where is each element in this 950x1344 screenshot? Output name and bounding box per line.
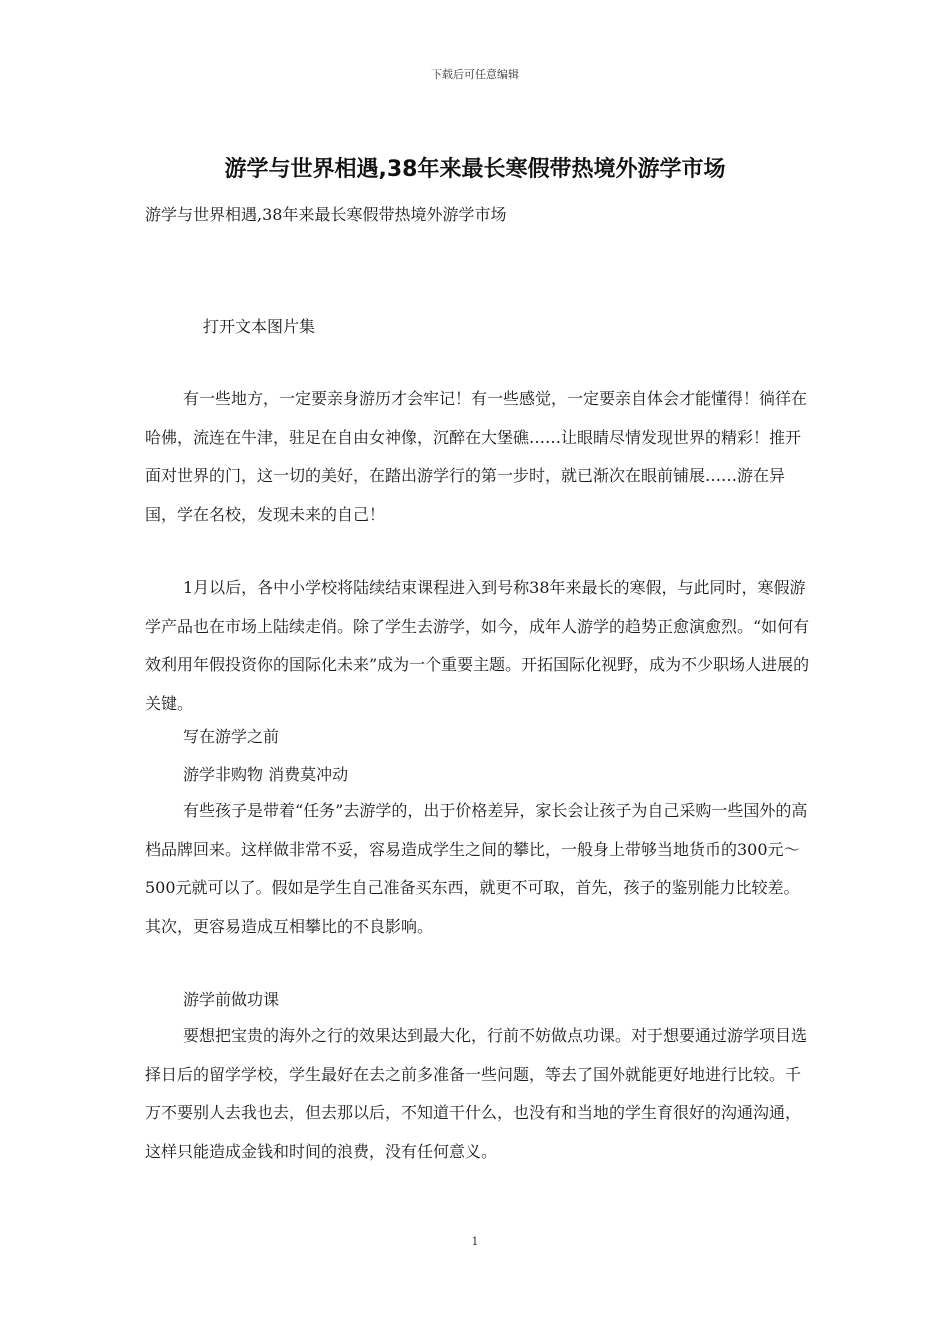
- paragraph-shopping: 有些孩子是带着“任务”去游学的，出于价格差异，家长会让孩子为自己采购一些国外的高档品牌回来。这样做非常不妥，容易造成学生之间的攀比，一般身上带够当地货币的300元～500元就可以了。假如是学生自己准备买东西，就更不可取，首先，孩子的鉴别能力比较差。其次，更容易造成互相攀比的不良影响。: [145, 801, 808, 936]
- paragraph-winter-break: 1月以后，各中小学校将陆续结束课程进入到号称38年来最长的寒假，与此同时，寒假游学产品也在市场上陆续走俏。除了学生去游学，如今，成年人游学的趋势正愈演愈烈。“如何有效利用年假投资你的国际化未来”成为一个重要主题。开拓国际化视野，成为不少职场人进展的关键。: [145, 578, 810, 713]
- document-subtitle: 游学与世界相遇,38年来最长寒假带热境外游学市场: [145, 205, 507, 224]
- section-heading-before-study: 写在游学之前: [183, 727, 280, 746]
- section-heading-homework: 游学前做功课: [183, 990, 280, 1009]
- section-heading-no-shopping: 游学非购物 消费莫冲动: [183, 765, 349, 784]
- page-header: 下载后可任意编辑: [431, 68, 519, 81]
- image-gallery-link[interactable]: 打开文本图片集: [203, 317, 316, 336]
- document-title: 游学与世界相遇,38年来最长寒假带热境外游学市场: [224, 157, 726, 182]
- paragraph-intro: 有一些地方，一定要亲身游历才会牢记！有一些感觉，一定要亲自体会才能懂得！徜徉在哈佛，流连在牛津，驻足在自由女神像，沉醉在大堡礁……让眼睛尽情发现世界的精彩！推开面对世界的门，这一切的美好，在踏出游学行的第一步时，就已渐次在眼前铺展……游在异国，学在名校，发现未来的自己！: [145, 389, 808, 524]
- page-number: 1: [471, 1235, 479, 1248]
- paragraph-homework: 要想把宝贵的海外之行的效果达到最大化，行前不妨做点功课。对于想要通过游学项目选择日后的留学学校，学生最好在去之前多准备一些问题，等去了国外就能更好地进行比较。千万不要别人去我也去，但去那以后，不知道干什么，也没有和当地的学生育很好的沟通沟通，这样只能造成金钱和时间的浪费，没有任何意义。: [145, 1026, 808, 1161]
